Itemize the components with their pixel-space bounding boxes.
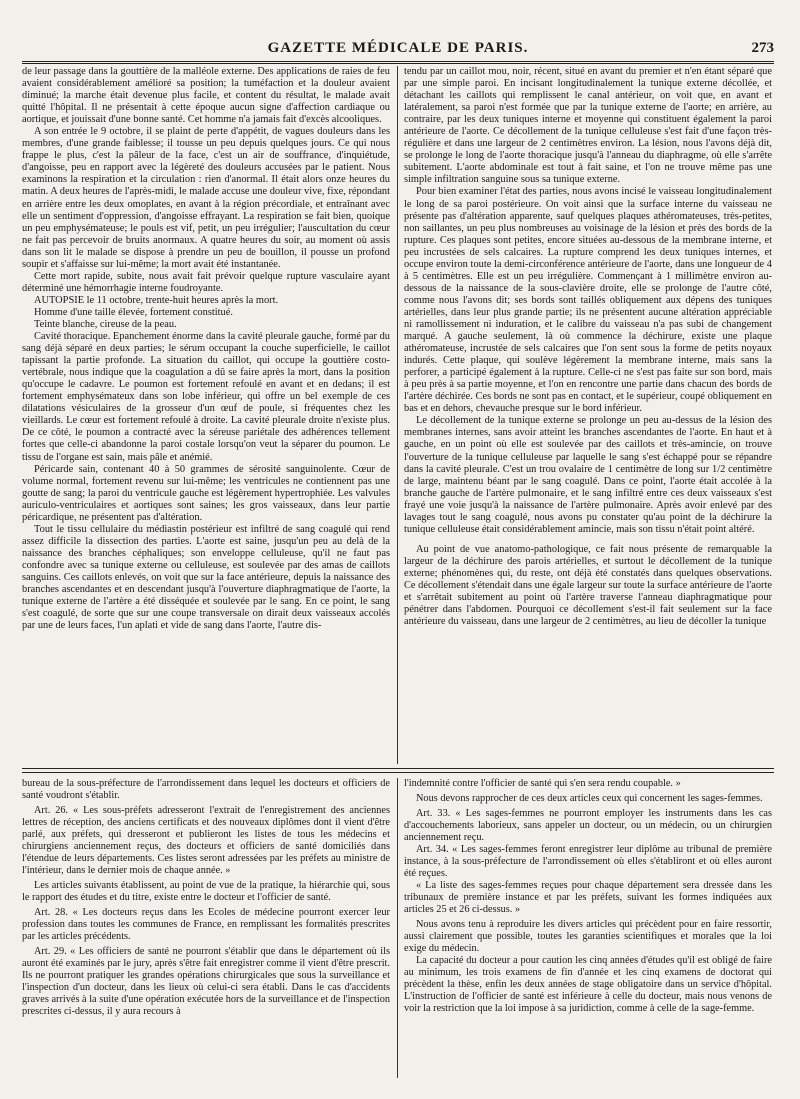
feuilleton-paragraph: Les articles suivants établissent, au point de vue de la pratique, la hiérarchie qui, sous le rapport des études et du titre, existe entre le docteur et l'officier de santé. bbox=[22, 880, 390, 903]
autopsy-heading: AUTOPSIE le 11 octobre, trente-huit heures après la mort. bbox=[34, 294, 279, 306]
article-paragraph: Pour bien examiner l'état des parties, nous avons incisé le vaisseau longitudinalement le long de sa paroi postérieure. On voit ainsi que la surface interne du vaisseau ne présente pas d'altération apparente, sauf quelques plaques athéromateuses, très-petites, non saillantes, un peu plus nombreuses au voisinage de la lésion et près des bords de la rupture. Ces plaques sont petites, encore situées au-dessous de la membrane interne, et peu incrustées de sels calcaires. La rupture comprend les deux tuniques internes, et occupe environ toute la demi-circonférence antérieure de l'aorte, dans une longueur de 4 à 5 centimètres. Elle est un peu irrégulière. Commençant à 1 millimètre environ au-dessous de la naissance de la sous-clavière droite, elle se prolonge de l'autre côté, comme nous l'avons dit; ses bords sont taillés obliquement aux dépens des tuniques artérielles, dans leur plus grande partie; ils ne présentent aucune altération appréciable ni ramollissement ni induration, et le calibre du vaisseau n'a pas subi de changement marqué. A gauche seulement, là où commence la déchirure, existe une plaque athéromateuse, incrustée de sels calcaires que l'on sent sous la forme de petits noyaux indurés. Cette plaque, qui soulève légèrement la membrane interne, mais sans la perforer, a participé également à la rupture. Celle-ci ne s'est pas faite sur son bord, mais à peu près à sa partie moyenne, et l'on en rencontre une partie dans chacun des bords de l'artère déchirée. Ces bords ne sont pas en contact, et le supérieur, coupé obliquement en bas et en dehors, chevauche presque sur le bord inférieur. bbox=[404, 186, 772, 415]
section-rule bbox=[22, 772, 774, 773]
feuilleton-paragraph: Art. 26. « Les sous-préfets adresseront l'extrait de l'enregistrement des anciennes lettres de réception, des anciens certificats et des nouveaux diplômes dont il vient d'être parlé, aux préfets, qui dresseront et publieront les listes de tous les médecins et chirurgiens anciennement reçus, des docteurs et officiers de santé domiciliés dans l'étendue de leurs départements. Ces listes seront adressées par les préfets au ministre de l'intérieur, dans le dernier mois de chaque année. » bbox=[22, 805, 390, 876]
feuilleton-paragraph: Nous avons tenu à reproduire les divers articles qui précèdent pour en faire ressortir, aussi clairement que possible, toutes les garanties scientifiques et morales que la loi exige du médecin. bbox=[404, 919, 772, 954]
article-paragraph: A son entrée le 9 octobre, il se plaint de perte d'appétit, de vagues douleurs dans les membres, d'une grande faiblesse; il tousse un peu depuis quelques jours. Ce qui nous frappe le plus, c'est la pâleur de la face, c'est un air de souffrance, d'inquiétude, d'angoisse, peu en rapport avec la légèreté des douleurs accusées par le patient. Nous examinons la respiration et la circulation : rien d'anormal. Il était alors onze heures du matin. A deux heures de l'après-midi, le malade accuse une douleur vive, fixe, répondant en arrière entre les deux omoplates, en avant à la région précordiale, et entraînant avec elle un sentiment d'oppression, d'angoisse effrayant. La respiration se fait bien, quoique un peu emphysémateuse; le pouls est vif, petit, un peu irrégulier; l'auscultation du cœur ne fait pas percevoir de bruits anormaux. A quatre heures du soir, au moment où assis dans son lit le malade se dispose à prendre un peu de bouillon, il pousse un profond soupir et s'affaisse sur lui-même; la mort avait été instantanée. bbox=[22, 126, 390, 270]
header-rule bbox=[22, 61, 774, 64]
feuilleton-paragraph: Art. 34. « Les sages-femmes feront enregistrer leur diplôme au tribunal de première instance, à la sous-préfecture de l'arrondissement où elles s'établiront et où elles auront été reçues. bbox=[404, 844, 772, 879]
feuilleton-paragraph: La capacité du docteur a pour caution les cinq années d'études qu'il est obligé de faire au minimum, les trois examens de fin d'année et les cinq examens de doctorat qui précèdent la thèse, enfin les deux années de stage obligatoire dans un service d'hôpital. L'instruction de l'officier de santé est inférieure à celle du docteur, mais nous venons de voir la restriction que la loi impose à sa juridiction, comme à celle de la sage-femme. bbox=[404, 955, 772, 1014]
article-paragraph: Homme d'une taille élevée, fortement constitué. bbox=[34, 306, 233, 318]
article-paragraph: Le décollement de la tunique externe se prolonge un peu au-dessus de la lésion des membranes internes, sans avoir atteint les branches ascendantes de l'aorte. En haut et à gauche, en un point où elle est soulevée par des caillots et très-amincie, on trouve l'ouverture de la tunique celluleuse par laquelle le sang s'est échappé pour se répandre dans la cavité pleurale. C'est un trou ovalaire de 1 centimètre de long sur 1/2 centimètre de large, maintenu béant par le sang coagulé. Dans ce point, l'aorte était accolée à la branche gauche de l'artère pulmonaire, et le sang infiltré entre ces deux vaisseaux s'est frayé une voie jusqu'à la naissance de l'artère pulmonaire. Après avoir enlevé par des lavages tout le sang coagulé, nous avons pu constater qu'au point de la déchirure la tunique celluleuse était considérablement amincie, mais son tissu n'était point altéré. bbox=[404, 415, 772, 535]
feuilleton-paragraph: « La liste des sages-femmes reçues pour chaque département sera dressée dans les tribunaux de première instance et par les préfets, suivant les formes indiquées aux articles 25 et 26 ci-dessus. » bbox=[404, 880, 772, 915]
feuilleton-paragraph: l'indemnité contre l'officier de santé qui s'en sera rendu coupable. » bbox=[404, 778, 681, 789]
column-divider bbox=[397, 778, 398, 1078]
article-paragraph: Tout le tissu cellulaire du médiastin postérieur est infiltré de sang coagulé qui rend assez difficile la dissection des parties. L'aorte est saine, jusqu'un peu au delà de la naissance des branches céphaliques; son enveloppe celluleuse, qu'il ne faut pas confondre avec sa tunique externe ou celluleuse, est soulevée par des amas de caillots sanguins. Ces caillots enlevés, on voit que sur la face antérieure, depuis la naissance des branches ascendantes et en descendant jusqu'à l'ouverture diaphragmatique de l'aorte, la tunique externe de l'artère a été disséquée et soulevée par le sang. En ce point, le sang s'est coagulé, de sorte que sur une coupe transversale on dirait deux vaisseaux accolés par une de leurs faces, l'un aplati et vide de sang dans l'aorte, l'autre dis- bbox=[22, 523, 390, 632]
journal-title: GAZETTE MÉDICALE DE PARIS. bbox=[267, 40, 529, 56]
article-paragraph: Cavité thoracique. Epanchement énorme dans la cavité pleurale gauche, formé par du sang déjà séparé en deux parties; le sérum occupant la couche superficielle, le caillot tapissant la partie profonde. La situation du caillot, qui occupe la gouttière costo-vertébrale, nous indique que la coagulation a dû se faire après la mort, dans la position qu'occupe le cadavre. Le poumon est fortement refoulé en avant et en dedans; il est fortement emphysémateux dans son lobe inférieur, qui offre un bel exemple de ces dilatations vésiculaires de la grosseur d'un œuf de poule, si fréquentes chez les vieillards. Le cœur est fortement refoulé à droite. La cavité pleurale droite n'existe plus. De ce côté, le poumon a contracté avec la séreuse pariétale des adhérences tellement fortes que celle-ci abandonne la paroi costale lorsqu'on veut la séparer du poumon. Le tissu de l'organe est sain, mais pâle et anémié. bbox=[22, 331, 390, 463]
feuilleton-paragraph: Art. 28. « Les docteurs reçus dans les Ecoles de médecine pourront exercer leur profession dans toutes les communes de France, en remplissant les formalités prescrites par les articles précédents. bbox=[22, 907, 390, 942]
column-divider bbox=[397, 66, 398, 764]
article-column-left bbox=[22, 66, 390, 766]
feuilleton-column-right bbox=[404, 778, 772, 1078]
feuilleton-paragraph: Art. 29. « Les officiers de santé ne pourront s'établir que dans le département où ils auront été examinés par le jury, après s'être fait enregistrer comme il vient d'être prescrit. Ils ne pourront pratiquer les grandes opérations chirurgicales que sous la surveillance et l'inspection d'un docteur, dans les lieux où celui-ci sera établi. Dans le cas d'accidents graves arrivés à la suite d'une opération exécutée hors de la surveillance et de l'inspection prescrites ci-dessus, il y aura recours à bbox=[22, 946, 390, 1017]
article-column-right bbox=[404, 66, 772, 766]
feuilleton-paragraph: Nous devons rapprocher de ces deux articles ceux qui concernent les sages-femmes. bbox=[416, 793, 763, 804]
article-paragraph: tendu par un caillot mou, noir, récent, situé en avant du premier et n'en étant séparé que par une simple paroi. En incisant longitudinalement la tunique externe décollée, et détachant les caillots qui remplissent le canal antérieur, on voit que, en avant et latéralement, sa paroi n'est formée que par la tunique externe de l'aorte; en arrière, au contraire, par les deux tuniques interne et moyenne qui constituent également la paroi antérieure de l'aorte. Ce décollement de la tunique celluleuse s'est fait d'une façon très-régulière et dans une largeur de 2 centimètres environ. La lésion, nous l'avons déjà dit, se prolonge le long de l'aorte thoracique jusqu'à l'anneau du diaphragme, où elle s'arrête subitement. L'aorte abdominale est tout à fait saine, et l'on ne trouve même pas une simple infiltration sanguine sous sa tunique externe. bbox=[404, 66, 772, 186]
page-number: 273 bbox=[751, 40, 774, 56]
article-paragraph: Péricarde sain, contenant 40 à 50 grammes de sérosité sanguinolente. Cœur de volume normal, fortement revenu sur lui-même; les ventricules ne contiennent pas une goutte de sang; la paroi du ventricule gauche est légèrement hypertrophiée. Les valvules auriculo-ventriculaires et aortiques sont saines; les gros vaisseaux, dans leur partie péricardique, ne présentent pas d'altération. bbox=[22, 463, 390, 523]
article-paragraph: Teinte blanche, cireuse de la peau. bbox=[34, 318, 177, 330]
feuilleton-paragraph: bureau de la sous-préfecture de l'arrondissement dans lequel les docteurs et officiers de santé voudront s'établir. bbox=[22, 778, 390, 801]
article-paragraph: Au point de vue anatomo-pathologique, ce fait nous présente de remarquable la largeur de la déchirure des parois artérielles, et surtout le décollement de la tunique externe; phénomènes qui, du reste, ont déjà été constatés dans quelques observations. Ce décollement s'étendait dans une égale largeur sur toute la surface antérieure de l'aorte et s'arrêtait subitement au point où l'artère traverse l'anneau diaphragmatique pour pénétrer dans l'abdomen. Pourquoi ce décollement s'est-il fait seulement sur la face antérieure du vaisseau, dans une largeur de 2 centimètres, au lieu de décoller la tunique bbox=[404, 543, 772, 628]
feuilleton-paragraph: Art. 33. « Les sages-femmes ne pourront employer les instruments dans les cas d'accouchements laborieux, sans appeler un docteur, ou un médecin, ou un chirurgien anciennement reçu. bbox=[404, 808, 772, 843]
section-rule bbox=[22, 768, 774, 769]
feuilleton-column-left bbox=[22, 778, 390, 1078]
page-header bbox=[22, 38, 774, 60]
article-paragraph: de leur passage dans la gouttière de la malléole externe. Des applications de raies de feu avaient considérablement amélioré sa position; la tuméfaction et la douleur avaient diminué; la marche était devenue plus facile, et content du résultat, le malade avait quitté l'hôpital. Il ne présentait à cette époque aucun signe d'affection cardiaque ou aortique, et jouissait d'une bonne santé. Cet homme n'a jamais fait d'excès alcooliques. bbox=[22, 66, 390, 126]
article-paragraph: Cette mort rapide, subite, nous avait fait prévoir quelque rupture vasculaire ayant déterminé une hémorrhagie interne foudroyante. bbox=[22, 270, 390, 294]
